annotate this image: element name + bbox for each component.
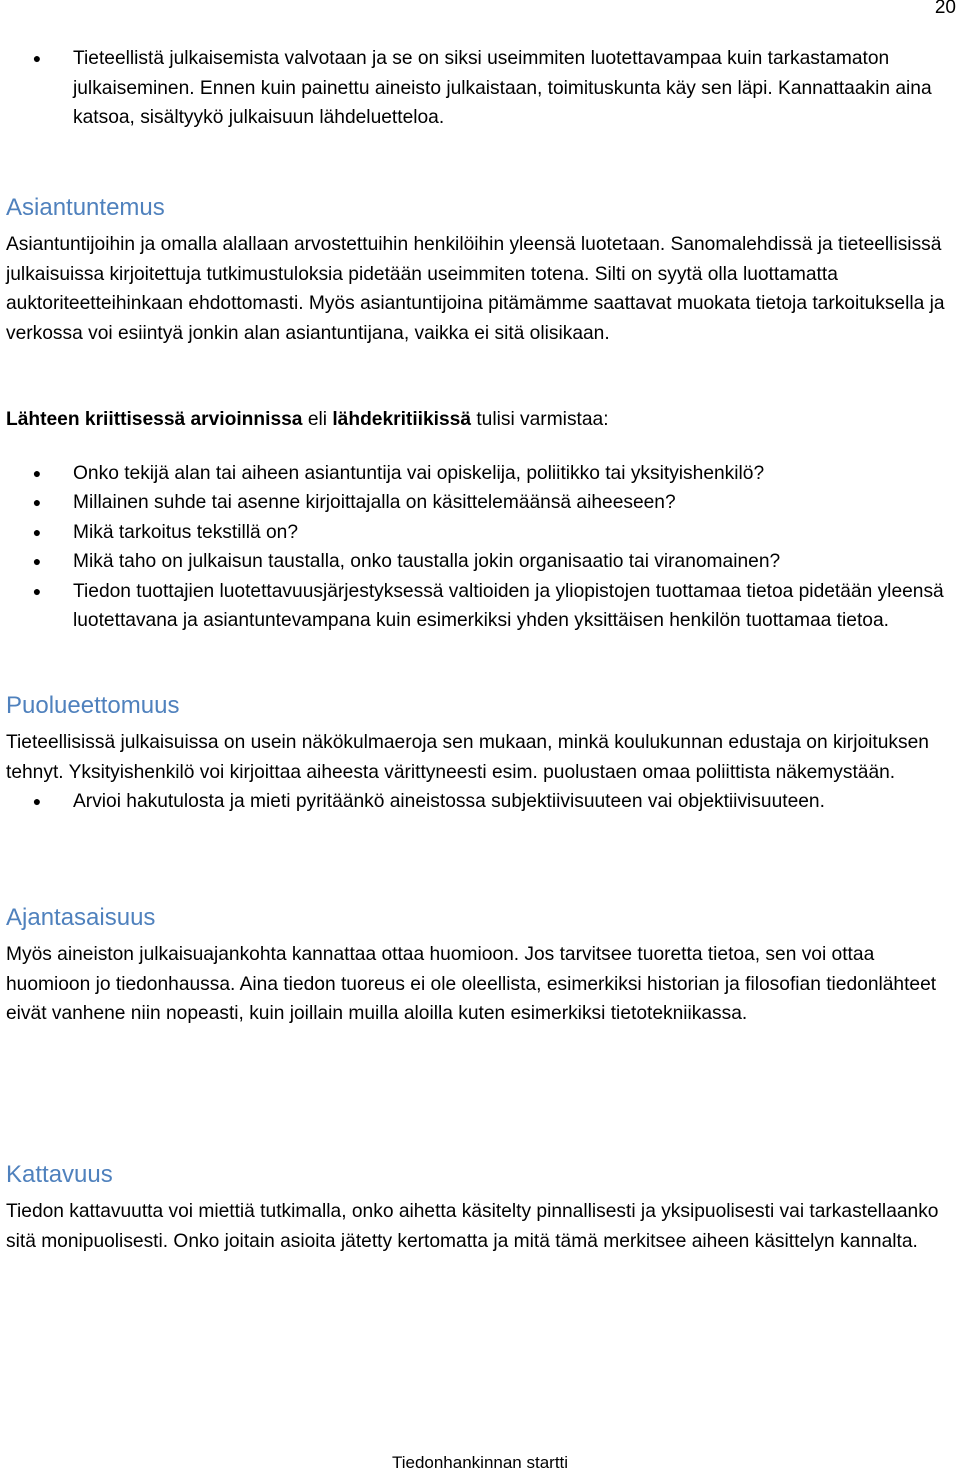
bullet-icon: ●	[32, 553, 42, 569]
list-item	[6, 577, 956, 636]
list-item	[6, 459, 956, 489]
kattavuus-section	[6, 1159, 956, 1256]
list-item	[6, 518, 956, 548]
kriittisyys-intro	[6, 405, 956, 435]
intro-bullet-list	[6, 44, 956, 133]
kriittisyys-section	[6, 405, 956, 636]
bullet-icon: ●	[32, 464, 42, 481]
puolueettomuus-section	[6, 690, 956, 817]
intro-section	[6, 44, 956, 133]
kattavuus-paragraph: Tiedon kattavuutta voi miettiä tutkimalla, onko aihetta käsitelty pinnallisesti ja yksipuolisesti vai tarkastellaanko sitä monipuolisesti. Onko joitain asioita jätetty kertomatta ja mitä tämä merkitsee aiheen käsittelyn kannalta.	[6, 1201, 939, 1252]
puolueettomuus-bullet-list	[6, 787, 956, 817]
list-item-text: Tieteellistä julkaisemista valvotaan ja se on siksi useimmiten luotettavampaa kuin tarkastamaton julkaiseminen. Ennen kuin painettu aineisto julkaistaan, toimituskunta käy sen läpi. Kannattaakin aina katsoa, sisältyykö julkaisuun lähdeluetteloa.	[73, 48, 932, 128]
term-bold: Lähteen kriittisessä arvioinnissa	[6, 409, 303, 430]
section-heading-ajantasaisuus: Ajantasaisuus	[6, 904, 156, 931]
bullet-icon: ●	[32, 523, 42, 540]
term-bold: lähdekritiikissä	[332, 409, 471, 430]
asiantuntemus-section	[6, 192, 956, 348]
puolueettomuus-paragraph: Tieteellisissä julkaisuissa on usein näkökulmaeroja sen mukaan, minkä koulukunnan edustaja on kirjoituksen tehnyt. Yksityishenkilö voi kirjoittaa aiheesta värittyneesti esim. puolustaen omaa poliittista näkemystään.	[6, 732, 929, 783]
list-item-text: Mikä taho on julkaisun taustalla, onko taustalla jokin organisaatio tai viranomainen?	[73, 551, 781, 572]
list-item	[6, 547, 956, 577]
connector-text: eli	[302, 409, 333, 430]
section-heading-kattavuus: Kattavuus	[6, 1161, 113, 1188]
bullet-icon: ●	[32, 793, 42, 809]
ajantasaisuus-section	[6, 902, 956, 1029]
list-item-text: Mikä tarkoitus tekstillä on?	[73, 521, 299, 543]
list-item-text: Onko tekijä alan tai aiheen asiantuntija vai opiskelija, poliitikko tai yksityishenkilö?	[73, 462, 765, 484]
list-item	[6, 488, 956, 518]
list-item-text: Millainen suhde tai asenne kirjoittajalla on käsittelemäänsä aiheeseen?	[73, 492, 676, 513]
asiantuntemus-paragraph: Asiantuntijoihin ja omalla alallaan arvostettuihin henkilöihin yleensä luotetaan. Sanomalehdissä ja tieteellisissä julkaisuissa kirjoitettuja tutkimustuloksia pidetään useimmiten totena. Silti on syytä olla luottamatta auktoriteetteihinkaan ehdottomasti. Myös asiantuntijoina pitämämme saattavat muokata tietoja tarkoituksella ja verkossa voi esiintyä jonkin alan asiantuntijana, vaikka ei sitä olisikaan.	[6, 234, 945, 344]
list-item-text: Tiedon tuottajien luotettavuusjärjestyksessä valtioiden ja yliopistojen tuottamaa tietoa pidetään yleensä luotettavana ja asiantuntevampana kuin esimerkiksi yhden yksittäisen henkilön tuottamaa tietoa.	[73, 580, 944, 631]
list-item-text: Arvioi hakutulosta ja mieti pyritäänkö aineistossa subjektiivisuuteen vai objektiivisuuteen.	[73, 791, 825, 812]
list-item	[6, 44, 956, 133]
page-number: 20	[934, 0, 956, 18]
bullet-icon: ●	[32, 494, 42, 510]
section-heading-puolueettomuus: Puolueettomuus	[6, 692, 180, 719]
kriittisyys-bullet-list	[6, 459, 956, 636]
list-item	[6, 787, 956, 817]
connector-text: tulisi varmistaa:	[471, 409, 609, 430]
bullet-icon: ●	[32, 582, 42, 599]
section-heading-asiantuntemus: Asiantuntemus	[6, 194, 165, 221]
bullet-icon: ●	[32, 50, 42, 66]
page-footer: Tiedonhankinnan startti	[391, 1453, 569, 1472]
ajantasaisuus-paragraph: Myös aineiston julkaisuajankohta kannattaa ottaa huomioon. Jos tarvitsee tuoretta tietoa, sen voi ottaa huomioon jo tiedonhaussa. Aina tiedon tuoreus ei ole oleellista, esimerkiksi historian ja filosofian tiedonlähteet eivät vanhene niin nopeasti, kuin joillain muilla aloilla kuten esimerkiksi tietotekniikassa.	[6, 944, 937, 1024]
